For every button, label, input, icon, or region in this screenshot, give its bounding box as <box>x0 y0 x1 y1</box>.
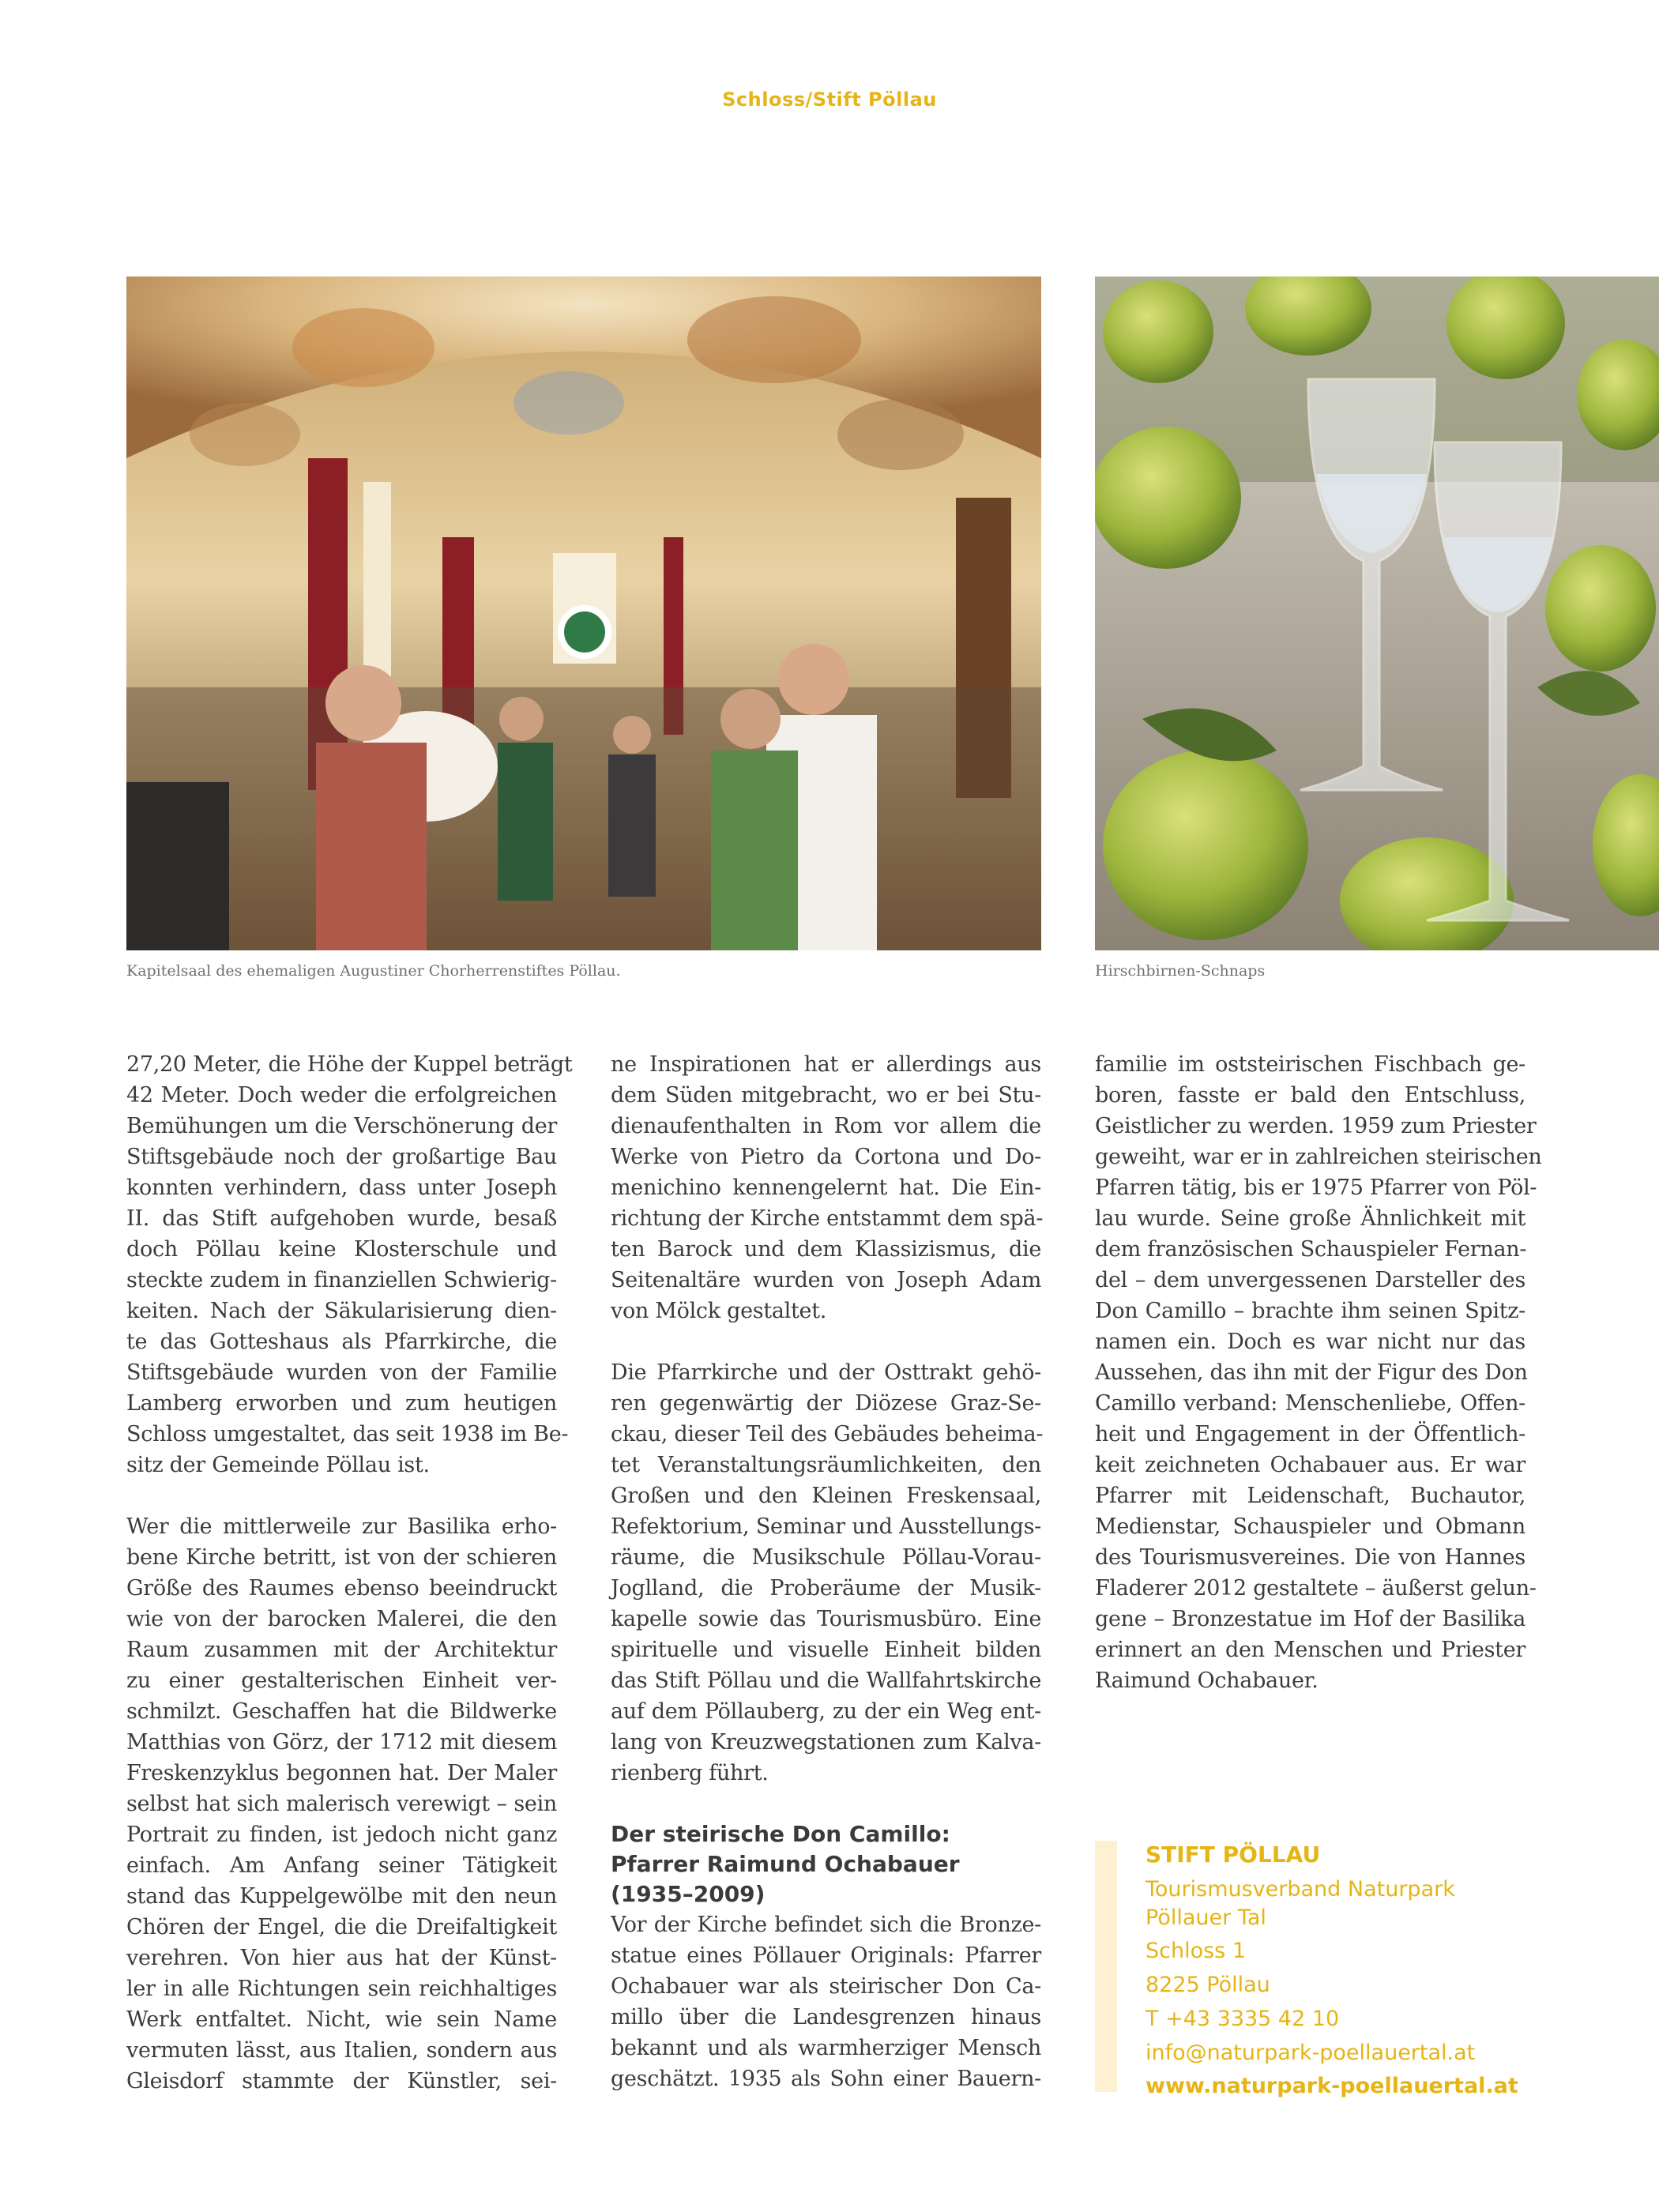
text-line: das Stift Pöllau und die Wallfahrtskirche <box>611 1668 1041 1693</box>
subheading-line: Der steirische Don Camillo: <box>611 1821 950 1847</box>
text-line: lau wurde. Seine große Ähnlichkeit mit <box>1095 1206 1525 1231</box>
text-line: ckau, dieser Teil des Gebäudes beheima- <box>611 1422 1044 1446</box>
schnaps-caption: Hirschbirnen-Schnaps <box>1095 962 1266 980</box>
text-line: doch Pöllau keine Klosterschule und <box>126 1237 557 1262</box>
text-line: Lamberg erworben und zum heutigen <box>126 1391 557 1416</box>
email-link[interactable]: info@naturpark-poellauertal.at <box>1146 2041 1476 2065</box>
contact-info-box <box>1095 1841 1537 2098</box>
kapitelsaal-photo <box>126 276 1041 950</box>
text-line: Großen und den Kleinen Freskensaal, <box>611 1484 1041 1508</box>
text-line: millo über die Landesgrenzen hinaus <box>611 2005 1041 2030</box>
text-line: Bemühungen um die Verschönerung der <box>126 1114 557 1138</box>
text-line: dem Süden mitgebracht, wo er bei Stu- <box>611 1083 1041 1108</box>
text-line: familie im oststeirischen Fischbach ge- <box>1095 1052 1525 1077</box>
text-line: richtung der Kirche entstammt dem spä- <box>611 1206 1044 1231</box>
text-line: Pfarren tätig, bis er 1975 Pfarrer von Pöl- <box>1095 1176 1537 1200</box>
text-line: geweiht, war er in zahlreichen steirischen <box>1095 1145 1542 1169</box>
text-line: ler in alle Richtungen sein reichhaltiges <box>126 1977 557 2001</box>
text-line: Aussehen, das ihn mit der Figur des Don <box>1095 1360 1528 1385</box>
text-line: Seitenaltäre wurden von Joseph Adam <box>611 1268 1041 1292</box>
text-line: ten Barock und dem Klassizismus, die <box>611 1237 1041 1262</box>
text-line: ne Inspirationen hat er allerdings aus <box>611 1052 1041 1077</box>
text-line: Portrait zu finden, ist jedoch nicht ganz <box>126 1823 557 1847</box>
text-line: Fladerer 2012 gestaltete – äußerst gelun- <box>1095 1576 1537 1601</box>
text-line: Pfarrer mit Leidenschaft, Buchautor, <box>1095 1484 1525 1508</box>
text-line: keiten. Nach der Säkularisierung dien- <box>126 1299 557 1323</box>
text-line: te das Gotteshaus als Pfarrkirche, die <box>126 1330 557 1354</box>
text-line: boren, fasste er bald den Entschluss, <box>1095 1083 1525 1108</box>
text-line: bene Kirche betritt, ist von der schieren <box>126 1545 557 1570</box>
kapitelsaal-caption: Kapitelsaal des ehemaligen Augustiner Chorherrenstiftes Pöllau. <box>126 962 621 980</box>
text-line: des Tourismusvereines. Die von Hannes <box>1095 1545 1525 1570</box>
text-line: Refektorium, Seminar und Ausstellungs- <box>611 1514 1041 1539</box>
text-line: menichino kennengelernt hat. Die Ein- <box>611 1176 1041 1200</box>
text-line: namen ein. Doch es war nicht nur das <box>1095 1330 1525 1354</box>
text-line: steckte zudem in finanziellen Schwierig- <box>126 1268 557 1292</box>
text-line: Matthias von Görz, der 1712 mit diesem <box>126 1730 557 1755</box>
text-line: Stiftsgebäude noch der großartige Bau <box>126 1145 557 1169</box>
text-line: Werke von Pietro da Cortona und Do- <box>611 1145 1041 1169</box>
text-line: Raimund Ochabauer. <box>1095 1668 1319 1693</box>
paragraph-gap <box>611 1789 1041 1819</box>
text-line: Camillo verband: Menschenliebe, Offen- <box>1095 1391 1525 1416</box>
text-line: del – dem unvergessenen Darsteller des <box>1095 1268 1525 1292</box>
text-line: erinnert an den Menschen und Priester <box>1095 1638 1525 1662</box>
text-line: II. das Stift aufgehoben wurde, besaß <box>126 1206 557 1231</box>
info-box-accent-bar <box>1095 1841 1117 2092</box>
phone-number: T +43 3335 42 10 <box>1146 2007 1340 2031</box>
text-line: sitz der Gemeinde Pöllau ist. <box>126 1453 430 1477</box>
text-line: wie von der barocken Malerei, die den <box>126 1607 557 1631</box>
text-line: Schloss umgestaltet, das seit 1938 im Be- <box>126 1422 569 1446</box>
text-line: von Mölck gestaltet. <box>611 1299 827 1323</box>
text-line: Werk entfaltet. Nicht, wie sein Name <box>126 2007 557 2032</box>
info-box-title: STIFT PÖLLAU <box>1146 1841 1321 1868</box>
city-address: 8225 Pöllau <box>1146 1973 1270 1997</box>
text-line: Wer die mittlerweile zur Basilika erho- <box>126 1514 557 1539</box>
text-line: spirituelle und visuelle Einheit bilden <box>611 1638 1041 1662</box>
website-link[interactable]: www.naturpark-poellauertal.at <box>1146 2074 1518 2098</box>
text-line: kapelle sowie das Tourismusbüro. Eine <box>611 1607 1041 1631</box>
text-line: geschätzt. 1935 als Sohn einer Bauern- <box>611 2067 1041 2091</box>
text-line: stand das Kuppelgewölbe mit den neun <box>126 1884 557 1909</box>
text-line: ren gegenwärtig der Diözese Graz-Se- <box>611 1391 1041 1416</box>
text-line: Joglland, die Proberäume der Musik- <box>611 1576 1041 1601</box>
subheading-line: Pfarrer Raimund Ochabauer <box>611 1851 960 1877</box>
text-line: Die Pfarrkirche und der Osttrakt gehö- <box>611 1360 1041 1385</box>
text-line: auf dem Pöllauberg, zu der ein Weg ent- <box>611 1699 1041 1724</box>
paragraph-gap <box>126 1480 557 1511</box>
text-line: selbst hat sich malerisch verewigt – sein <box>126 1792 557 1816</box>
text-line: tet Veranstaltungsräumlichkeiten, den <box>611 1453 1041 1477</box>
page-header-title: Schloss/Stift Pöllau <box>722 88 937 111</box>
text-line: Ochabauer war als steirischer Don Ca- <box>611 1974 1041 1999</box>
text-line: schmilzt. Geschaffen hat die Bildwerke <box>126 1699 557 1724</box>
text-line: Freskenzyklus begonnen hat. Der Maler <box>126 1761 557 1785</box>
article-column-3 <box>1095 1049 1542 1696</box>
street-address: Schloss 1 <box>1146 1939 1247 1963</box>
article-column-1 <box>126 1049 573 2097</box>
text-line: heit und Engagement in der Öffentlich- <box>1095 1422 1525 1446</box>
text-line: Chören der Engel, die die Dreifaltigkeit <box>126 1915 557 1939</box>
schnaps-photo <box>1095 276 1659 950</box>
text-line: gene – Bronzestatue im Hof der Basilika <box>1095 1607 1525 1631</box>
organization-name: Tourismusverband Naturpark <box>1146 1877 1455 1902</box>
text-line: Stiftsgebäude wurden von der Familie <box>126 1360 557 1385</box>
text-line: Raum zusammen mit der Architektur <box>126 1638 557 1662</box>
text-line: Größe des Raumes ebenso beeindruckt <box>126 1576 557 1601</box>
text-line: statue eines Pöllauer Originals: Pfarrer <box>611 1943 1041 1968</box>
text-line: Medienstar, Schauspieler und Obmann <box>1095 1514 1525 1539</box>
text-line: bekannt und als warmherziger Mensch <box>611 2036 1041 2060</box>
subheading-line: (1935–2009) <box>611 1881 766 1907</box>
text-line: zu einer gestalterischen Einheit ver- <box>126 1668 557 1693</box>
text-line: verehren. Von hier aus hat der Künst- <box>126 1946 557 1970</box>
text-line: keit zeichneten Ochabauer aus. Er war <box>1095 1453 1525 1477</box>
text-line: Geistlicher zu werden. 1959 zum Priester <box>1095 1114 1537 1138</box>
text-line: 42 Meter. Doch weder die erfolgreichen <box>126 1083 557 1108</box>
text-line: Vor der Kirche befindet sich die Bronze- <box>611 1913 1041 1937</box>
text-line: 27,20 Meter, die Höhe der Kuppel beträgt <box>126 1052 573 1077</box>
paragraph-gap <box>611 1326 1041 1357</box>
article-column-2 <box>611 1049 1044 2094</box>
text-line: dem französischen Schauspieler Fernan- <box>1095 1237 1527 1262</box>
text-line: Don Camillo – brachte ihm seinen Spitz- <box>1095 1299 1525 1323</box>
text-line: räume, die Musikschule Pöllau-Vorau- <box>611 1545 1041 1570</box>
organization-name-line2: Pöllauer Tal <box>1146 1905 1266 1930</box>
text-line: lang von Kreuzwegstationen zum Kalva- <box>611 1730 1041 1755</box>
text-line: einfach. Am Anfang seiner Tätigkeit <box>126 1853 557 1878</box>
text-line: rienberg führt. <box>611 1761 769 1785</box>
text-line: Gleisdorf stammte der Künstler, sei- <box>126 2069 557 2094</box>
text-line: konnten verhindern, dass unter Joseph <box>126 1176 557 1200</box>
text-line: vermuten lässt, aus Italien, sondern aus <box>126 2038 557 2063</box>
text-line: dienaufenthalten in Rom vor allem die <box>611 1114 1041 1138</box>
